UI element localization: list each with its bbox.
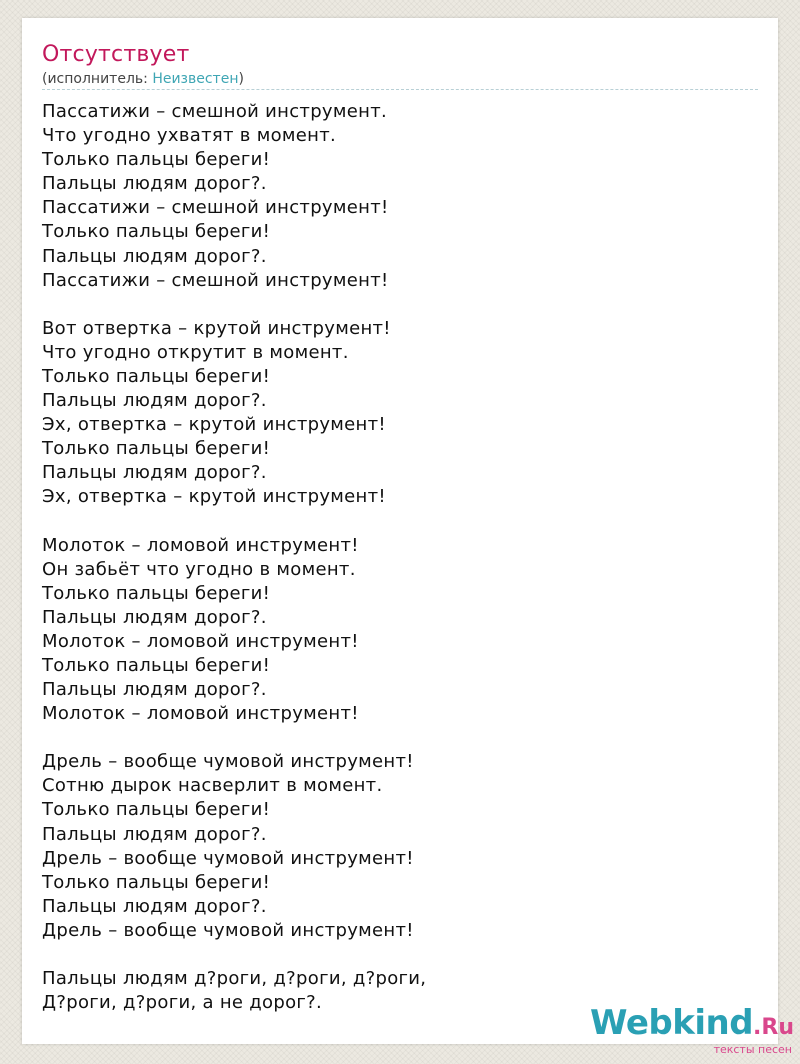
logo-subtitle: тексты песен: [713, 1043, 792, 1056]
lyrics-line: Пальцы людям дорог?.: [42, 679, 267, 701]
lyrics-line: Пальцы людям дорог?.: [42, 245, 267, 267]
lyrics-line: Сотню дырок насверлит в момент.: [42, 775, 383, 797]
artist-prefix: (исполнитель:: [42, 71, 153, 87]
lyrics-line: Только пальцы береги!: [42, 582, 271, 604]
lyrics-line: Только пальцы береги!: [42, 149, 271, 171]
lyrics-line: Вот отвертка – крутой инструмент!: [42, 317, 391, 339]
logo-main-text: Webkind: [590, 1003, 754, 1043]
lyrics-line: Эх, отвертка – крутой инструмент!: [42, 486, 386, 508]
lyrics-body: [42, 100, 758, 1039]
lyrics-line: Только пальцы береги!: [42, 438, 271, 460]
song-title: Отсутствует: [42, 42, 190, 67]
logo-suffix: .Ru: [753, 1015, 794, 1040]
lyrics-stanza-4: [42, 750, 758, 943]
logo-wordmark: [590, 1005, 794, 1046]
lyrics-line: Дрель – вообще чумовой инструмент!: [42, 751, 414, 773]
lyrics-line: Пальцы людям дорог?.: [42, 462, 267, 484]
lyrics-line: Что угодно открутит в момент.: [42, 341, 349, 363]
lyrics-stanza-2: [42, 317, 758, 510]
title-divider: [42, 89, 758, 90]
lyrics-line: Пальцы людям дорог?.: [42, 823, 267, 845]
site-logo[interactable]: [590, 1005, 794, 1056]
artist-link[interactable]: Неизвестен: [152, 71, 239, 87]
lyrics-line: Д?роги, д?роги, а не дорог?.: [42, 992, 323, 1014]
lyrics-line: Только пальцы береги!: [42, 221, 271, 243]
lyrics-line: Что угодно ухватят в момент.: [42, 125, 337, 147]
lyrics-line: Дрель – вообще чумовой инструмент!: [42, 847, 414, 869]
artist-line: [42, 69, 244, 89]
lyrics-line: Пальцы людям дорог?.: [42, 390, 267, 412]
lyrics-line: Молоток – ломовой инструмент!: [42, 630, 359, 652]
lyrics-line: Пальцы людям д?роги, д?роги, д?роги,: [42, 968, 427, 989]
lyrics-line: Он забьёт что угодно в момент.: [42, 558, 356, 580]
lyrics-line: Пальцы людям дорог?.: [42, 173, 267, 195]
lyrics-stanza-1: [42, 100, 758, 293]
lyrics-line: Только пальцы береги!: [42, 365, 271, 387]
lyrics-line: Молоток – ломовой инструмент!: [42, 534, 359, 556]
lyrics-line: Только пальцы береги!: [42, 654, 271, 676]
lyrics-line: Пассатижи – смешной инструмент!: [42, 269, 389, 291]
lyrics-line: Только пальцы береги!: [42, 799, 271, 821]
lyrics-line: Только пальцы береги!: [42, 871, 271, 893]
lyrics-line: Пальцы людям дорог?.: [42, 606, 267, 628]
lyrics-line: Молоток – ломовой инструмент!: [42, 703, 359, 725]
lyrics-line: Пассатижи – смешной инструмент.: [42, 101, 388, 122]
lyrics-line: Пассатижи – смешной инструмент!: [42, 197, 389, 219]
artist-suffix: ): [238, 71, 244, 87]
lyrics-line: Пальцы людям дорог?.: [42, 895, 267, 917]
lyrics-stanza-3: [42, 534, 758, 727]
lyrics-line: Дрель – вообще чумовой инструмент!: [42, 919, 414, 941]
lyrics-line: Эх, отвертка – крутой инструмент!: [42, 414, 386, 436]
lyrics-card: [22, 18, 778, 1044]
